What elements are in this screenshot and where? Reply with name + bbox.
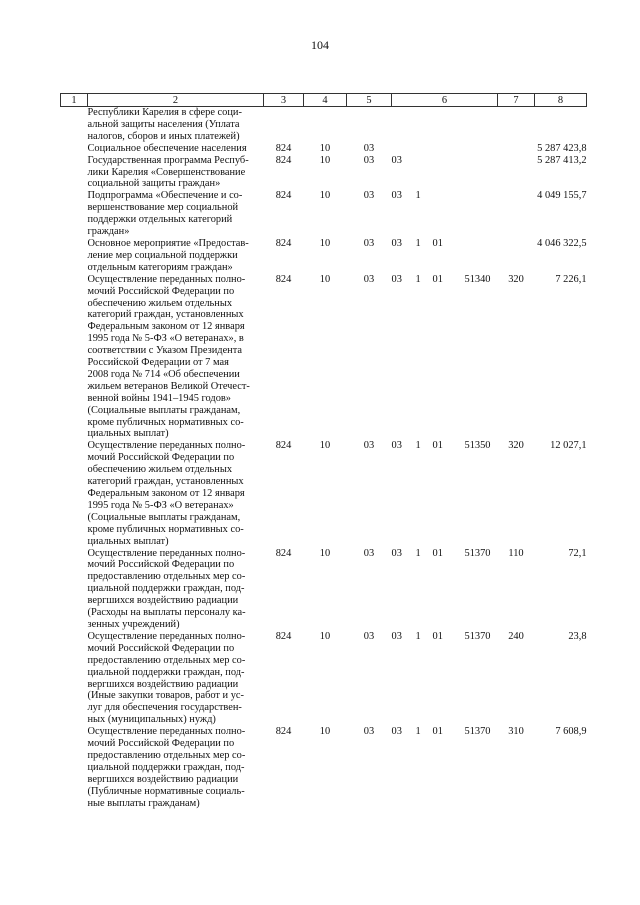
cell-col-1 bbox=[61, 548, 88, 631]
cell-subsection: 10 bbox=[319, 440, 331, 452]
cell-direction: 51370 bbox=[464, 726, 491, 738]
cell-code-a: 03 bbox=[363, 154, 375, 166]
cell-col-1 bbox=[61, 440, 88, 547]
cell-col-1 bbox=[61, 274, 88, 441]
header-row bbox=[61, 94, 587, 107]
cell-subsection: 10 bbox=[319, 630, 331, 642]
cell-program: 03 bbox=[391, 440, 402, 452]
table-row bbox=[61, 274, 587, 441]
cell-program bbox=[392, 143, 416, 155]
cell-expense-type bbox=[498, 155, 535, 191]
cell-event bbox=[433, 107, 458, 143]
cell-direction: 51370 bbox=[464, 547, 491, 559]
cell-col-1 bbox=[61, 143, 88, 155]
cell-section: 824 bbox=[275, 190, 292, 202]
cell-code-a: 03 bbox=[363, 726, 375, 738]
cell-subprogram: 1 bbox=[415, 237, 421, 249]
table-row bbox=[61, 143, 587, 155]
table-row bbox=[61, 631, 587, 726]
table-row bbox=[61, 238, 587, 274]
cell-subsection: 10 bbox=[319, 726, 331, 738]
cell-amount: 7 608,9 bbox=[555, 726, 587, 738]
cell-section bbox=[264, 107, 304, 143]
header-col-8: 8 bbox=[535, 94, 587, 107]
cell-col-1 bbox=[61, 726, 88, 809]
cell-expense-type: 320 bbox=[508, 273, 524, 285]
cell-direction bbox=[458, 190, 498, 238]
cell-amount: 7 226,1 bbox=[555, 273, 587, 285]
table-row bbox=[61, 440, 587, 547]
cell-subsection: 10 bbox=[319, 154, 331, 166]
cell-amount: 5 287 413,2 bbox=[537, 154, 587, 166]
cell-subsection: 10 bbox=[319, 190, 331, 202]
cell-event: 01 bbox=[432, 547, 443, 559]
cell-name: Основное мероприятие «Предостав- ление мер социальной поддержки отдельным категориям граждан» bbox=[87, 237, 249, 273]
cell-name: Осуществление переданных полно- мочий Российской Федерации по предоставлению отдельных мер со- циальной поддержки граждан, под- вергшихся воздействию радиации (Расходы на выплаты персоналу ка- зенных учреждений) bbox=[87, 547, 246, 630]
cell-program: 03 bbox=[391, 547, 402, 559]
cell-amount: 12 027,1 bbox=[550, 440, 587, 452]
cell-code-a: 03 bbox=[363, 190, 375, 202]
cell-subsection bbox=[304, 107, 347, 143]
cell-program: 03 bbox=[391, 154, 402, 166]
cell-program: 03 bbox=[391, 726, 402, 738]
cell-subsection: 10 bbox=[319, 547, 331, 559]
cell-event: 01 bbox=[432, 237, 443, 249]
cell-subprogram bbox=[416, 155, 433, 191]
cell-subsection: 10 bbox=[319, 237, 331, 249]
cell-event bbox=[433, 190, 458, 238]
cell-section: 824 bbox=[275, 154, 292, 166]
cell-code-a bbox=[347, 107, 392, 143]
cell-direction: 51370 bbox=[464, 630, 491, 642]
cell-section: 824 bbox=[275, 273, 292, 285]
cell-program: 03 bbox=[391, 273, 402, 285]
cell-section: 824 bbox=[275, 630, 292, 642]
cell-section: 824 bbox=[275, 440, 292, 452]
cell-section: 824 bbox=[275, 726, 292, 738]
header-col-7: 7 bbox=[498, 94, 535, 107]
cell-amount bbox=[535, 107, 587, 143]
table-row bbox=[61, 155, 587, 191]
header-col-3: 3 bbox=[264, 94, 304, 107]
cell-direction bbox=[458, 155, 498, 191]
cell-col-1 bbox=[61, 190, 88, 238]
cell-subprogram: 1 bbox=[415, 440, 421, 452]
cell-code-a: 03 bbox=[363, 440, 375, 452]
cell-program: 03 bbox=[391, 630, 402, 642]
cell-name: Подпрограмма «Обеспечение и со- вершенствование мер социальной поддержки отдельных категорий граждан» bbox=[87, 190, 243, 238]
cell-name: Осуществление переданных полно- мочий Российской Федерации по обеспечению жильем отдельных категорий граждан, установленных Федеральным законом от 12 января 1995 года № 5-ФЗ «О ветеранах» (Социальные выплаты гражданам, кроме публичных нормативных со- циальных выплат) bbox=[87, 440, 246, 547]
cell-section: 824 bbox=[275, 547, 292, 559]
cell-expense-type bbox=[498, 238, 535, 274]
cell-direction: 51340 bbox=[464, 273, 491, 285]
cell-subprogram: 1 bbox=[415, 630, 421, 642]
cell-subsection: 10 bbox=[319, 142, 331, 154]
cell-code-a: 03 bbox=[363, 142, 375, 154]
cell-direction bbox=[458, 238, 498, 274]
cell-direction: 51350 bbox=[464, 440, 491, 452]
table-body bbox=[61, 107, 587, 810]
table-row bbox=[61, 190, 587, 238]
header-col-2: 2 bbox=[88, 94, 264, 107]
cell-subprogram: 1 bbox=[415, 190, 421, 202]
cell-event: 01 bbox=[432, 440, 443, 452]
header-col-1: 1 bbox=[61, 94, 88, 107]
cell-program: 03 bbox=[391, 190, 402, 202]
cell-col-1 bbox=[61, 238, 88, 274]
header-col-4: 4 bbox=[304, 94, 347, 107]
cell-amount: 23,8 bbox=[568, 630, 587, 642]
table-row bbox=[61, 548, 587, 631]
cell-expense-type: 320 bbox=[508, 440, 524, 452]
cell-name: Осуществление переданных полно- мочий Российской Федерации по предоставлению отдельных мер со- циальной поддержки граждан, под- вергшихся воздействию радиации (Иные закупки товаров, работ и ус- луг для обеспечения государствен- ных (муниципальных) нужд) bbox=[87, 630, 246, 726]
cell-event: 01 bbox=[432, 273, 443, 285]
cell-section: 824 bbox=[275, 142, 292, 154]
cell-subprogram bbox=[416, 107, 433, 143]
cell-amount: 72,1 bbox=[568, 547, 587, 559]
cell-col-1 bbox=[61, 107, 88, 143]
table-row bbox=[61, 107, 587, 143]
header-col-5: 5 bbox=[347, 94, 392, 107]
cell-name: Республики Карелия в сфере соци- альной защиты населения (Уплата налогов, сборов и иных платежей) bbox=[87, 107, 242, 142]
cell-code-a: 03 bbox=[363, 547, 375, 559]
table-row bbox=[61, 726, 587, 809]
budget-table bbox=[60, 93, 587, 809]
cell-subprogram: 1 bbox=[415, 726, 421, 738]
cell-subsection: 10 bbox=[319, 273, 331, 285]
cell-name: Государственная программа Респуб- лики Карелия «Совершенствование социальной защиты граждан» bbox=[87, 154, 249, 190]
cell-event bbox=[433, 155, 458, 191]
cell-expense-type: 110 bbox=[508, 547, 524, 559]
cell-code-a: 03 bbox=[363, 273, 375, 285]
cell-event: 01 bbox=[432, 726, 443, 738]
cell-col-1 bbox=[61, 155, 88, 191]
cell-col-1 bbox=[61, 631, 88, 726]
cell-name: Осуществление переданных полно- мочий Российской Федерации по предоставлению отдельных мер со- циальной поддержки граждан, под- вергшихся воздействию радиации (Публичные нормативные социаль- ные выплаты гражданам) bbox=[87, 726, 246, 809]
cell-direction bbox=[458, 143, 498, 155]
cell-code-a: 03 bbox=[363, 630, 375, 642]
cell-expense-type: 240 bbox=[508, 630, 524, 642]
cell-direction bbox=[458, 107, 498, 143]
cell-amount: 4 046 322,5 bbox=[537, 237, 587, 249]
cell-name: Социальное обеспечение населения bbox=[87, 142, 247, 154]
header-col-6: 6 bbox=[392, 94, 498, 107]
cell-subprogram bbox=[416, 143, 433, 155]
cell-expense-type bbox=[498, 143, 535, 155]
cell-subprogram: 1 bbox=[415, 273, 421, 285]
cell-name: Осуществление переданных полно- мочий Российской Федерации по обеспечению жильем отдельных категорий граждан, установленных Федеральным законом от 12 января 1995 года № 5-ФЗ «О ветеранах», в соответствии с Указом Президента Российской Федерации от 7 мая 2008 года № 714 «Об обеспечении жильем ветеранов Великой Отечест- венной войны 1941–1945 годов» (Социальные выплаты гражданам, кроме публичных нормативных со- циальных выплат) bbox=[87, 273, 250, 440]
cell-code-a: 03 bbox=[363, 237, 375, 249]
cell-amount: 5 287 423,8 bbox=[537, 142, 587, 154]
cell-subprogram: 1 bbox=[415, 547, 421, 559]
cell-expense-type: 310 bbox=[508, 726, 524, 738]
page-number: 104 bbox=[311, 38, 329, 52]
cell-program bbox=[392, 107, 416, 143]
cell-program: 03 bbox=[391, 237, 402, 249]
cell-amount: 4 049 155,7 bbox=[537, 190, 587, 202]
cell-event: 01 bbox=[432, 630, 443, 642]
cell-expense-type bbox=[498, 107, 535, 143]
cell-event bbox=[433, 143, 458, 155]
cell-expense-type bbox=[498, 190, 535, 238]
cell-section: 824 bbox=[275, 237, 292, 249]
